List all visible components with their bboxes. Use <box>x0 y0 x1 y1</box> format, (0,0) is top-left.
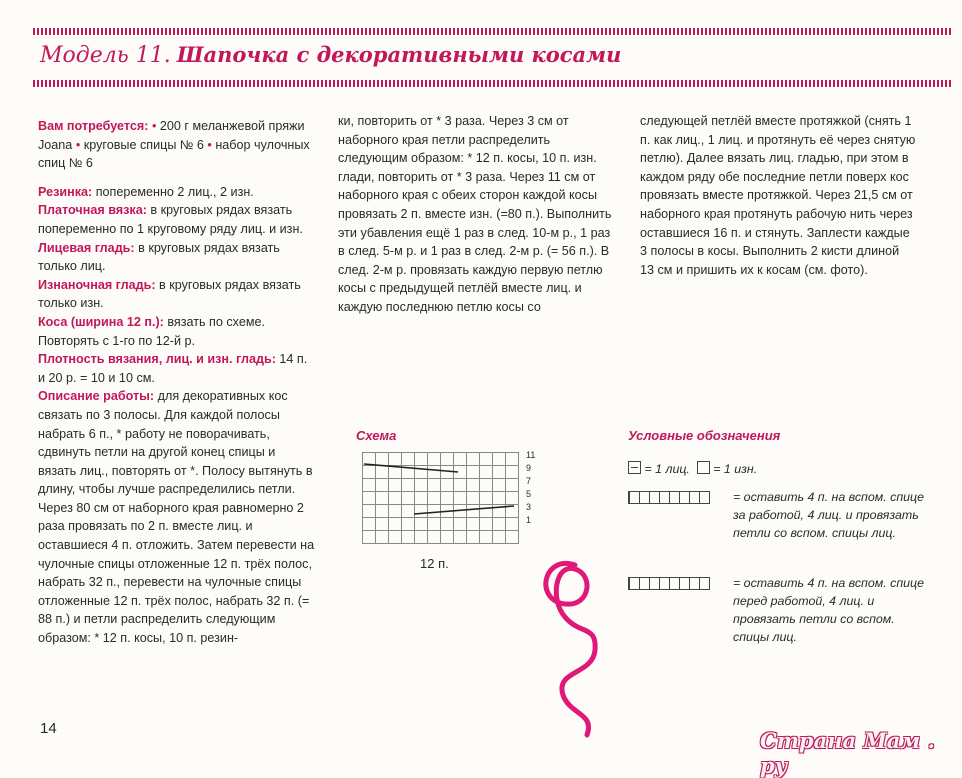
watermark-logo: Страна Мам . ру <box>760 728 935 778</box>
needs-item-1: 200 г меланжевой пряжи Joana <box>38 119 305 152</box>
reverse-text: в круговых рядах вязать только изн. <box>38 277 301 311</box>
rib-text: попеременно 2 лиц., 2 изн. <box>95 184 254 199</box>
stockinette-text: в круговых рядах вязать только лиц. <box>38 240 280 274</box>
needs-item-3: набор чулочных спиц № 6 <box>38 137 310 171</box>
row-number: 9 <box>526 463 532 473</box>
gauge-label: Плотность вязания, лиц. и изн. гладь: <box>38 352 276 367</box>
row-number: 11 <box>526 450 536 460</box>
row-number: 7 <box>526 476 532 486</box>
description-text: для декоративных кос связать по 3 полосы. Для каждой полосы набрать 6 п., * работу не поворачивать, сдвинуть петли на другой конец спицы и вязать лиц., повторять от *. Полосу вытянуть в длину, чтобы лучше распределились петли. Через 80 см от наборного края равномерно 2 раза провязать по 2 п. вместе лиц. и оставшиеся 4 п. отложить. Затем перевести на чулочные спицы отложенные 12 п. трёх полос, набрать 32 п., перевести на чулочные спицы отложенные 12 п. трёх полос, набрать 32 п. (= 88 п.) и петли распределить следующим образом: * 12 п. косы, 10 п. резин- <box>38 389 315 646</box>
page-title <box>40 42 621 68</box>
garter-text: в круговых рядах вязать попеременно по 1 круговому ряду лиц. и изн. <box>38 203 303 236</box>
purl-symbol-icon <box>697 461 710 474</box>
gauge-text: 14 п. и 20 р. = 10 и 10 см. <box>38 352 308 385</box>
legend-cable-back: = оставить 4 п. на вспом. спице за работой, 4 лиц. и провязать петли со вспом. спицы лиц. <box>733 490 925 540</box>
needs-label: Вам потребуется: <box>38 119 149 133</box>
legend-knit-purl <box>628 460 757 478</box>
legend-title: Условные обозначения <box>628 428 781 443</box>
rib-label: Резинка: <box>38 184 93 199</box>
row-numbers <box>526 449 535 527</box>
legend-purl-text: = 1 изн. <box>713 462 758 476</box>
row-number: 3 <box>526 502 532 512</box>
braid-text: вязать по схеме. Повторять с 1-го по 12-й р. <box>38 314 265 348</box>
yarn-doodle-icon <box>535 555 615 745</box>
top-rule <box>33 28 953 35</box>
column-1: Вам потребуется: • 200 г меланжевой пряжи Joana • круговые спицы № 6 • набор чулочных спиц № 6 Резинка: попеременно 2 лиц., 2 изн. Платочная вязка: в круговых рядах вязать попеременно по 1 круговому ряду лиц. и изн. Лицевая гладь: в круговых рядах вязать только лиц. Изнаночная гладь: в круговых рядах вязать только изн. Коса (ширина 12 п.): вязать по схеме. Повторять с 1-го по 12-й р. Плотность вязания, лиц. и изн. гладь: 14 п. и 20 р. = 10 и 10 см. Описание работы: для декоративных кос связать по 3 полосы. Для каждой полосы набрать 6 п., * работу не поворачивать, сдвинуть петли на другой конец спицы и вязать лиц., повторять от *. Полосу вытянуть в длину, чтобы лучше распределились петли. Через 80 см от наборного края равномерно 2 раза провязать по 2 п. вместе лиц. и оставшиеся 4 п. отложить. Затем перевести на чулочные спицы отложенные 12 п. трёх полос, набрать 32 п., перевести на чулочные спицы отложенные 12 п. трёх полос, набрать 32 п. (= 88 п.) и петли распределить следующим образом: * 12 п. косы, 10 п. резин- <box>38 119 315 646</box>
needs-item-2: круговые спицы № 6 <box>83 137 204 152</box>
description-label: Описание работы: <box>38 389 155 404</box>
garter-label: Платочная вязка: <box>38 203 147 218</box>
cable-line-upper <box>364 464 458 472</box>
model-name: Шапочка с декоративными косами <box>176 42 622 67</box>
column-3-text: следующей петлёй вместе протяжкой (снять 1 п. как лиц., 1 лиц. и протянуть её через снятую петлю). Далее вязать лиц. гладью, при этом в каждом ряду обе последние петли поверх кос провязать вместе протяжкой. Через 21,5 см от наборного края протянуть рабочую нить через оставшиеся 16 п. и стянуть. Заплести каждые 3 полосы в косы. Выполнить 2 кисти длиной 13 см и пришить их к косам (см. фото). <box>640 114 916 277</box>
legend-cable-front: = оставить 4 п. на вспом. спице перед работой, 4 лиц. и провязать петли со вспом. спицы лиц. <box>733 576 925 644</box>
chart-width-label: 12 п. <box>420 556 449 571</box>
cable-line-lower <box>414 506 514 514</box>
column-2 <box>338 112 614 317</box>
page-number: 14 <box>40 720 57 737</box>
cable-front-symbol-icon <box>628 577 710 590</box>
column-3 <box>640 112 916 279</box>
column-2-text: ки, повторить от * 3 раза. Через 3 см от наборного края петли распределить следующим образом: * 12 п. косы, 10 п. изн. глади, повторить от * 3 раза. Через 11 см от наборного края с обеих сторон каждой косы провязать 2 п. вместе изн. (=80 п.). Выполнить эти убавления ещё 1 раз в след. 10-м р., 1 раз в след. 5-м р. и 1 раз в след. 2-м р. (= 56 п.). В след. 2-м р. провязать каждую первую петлю косы с предыдущей петлёй вместе лиц. и каждую последнюю петлю косы со <box>338 114 612 314</box>
knit-symbol-icon <box>628 461 641 474</box>
row-number: 1 <box>526 515 532 525</box>
stockinette-label: Лицевая гладь: <box>38 240 135 255</box>
braid-label: Коса (ширина 12 п.): <box>38 314 164 329</box>
schema-title: Схема <box>356 428 397 443</box>
row-number: 5 <box>526 489 532 499</box>
title-rule <box>33 80 953 87</box>
cable-back-symbol-icon <box>628 491 710 504</box>
legend-knit-text: = 1 лиц. <box>644 462 690 476</box>
reverse-label: Изнаночная гладь: <box>38 277 156 292</box>
model-number: Модель 11. <box>40 43 171 68</box>
cable-symbols <box>362 452 519 544</box>
